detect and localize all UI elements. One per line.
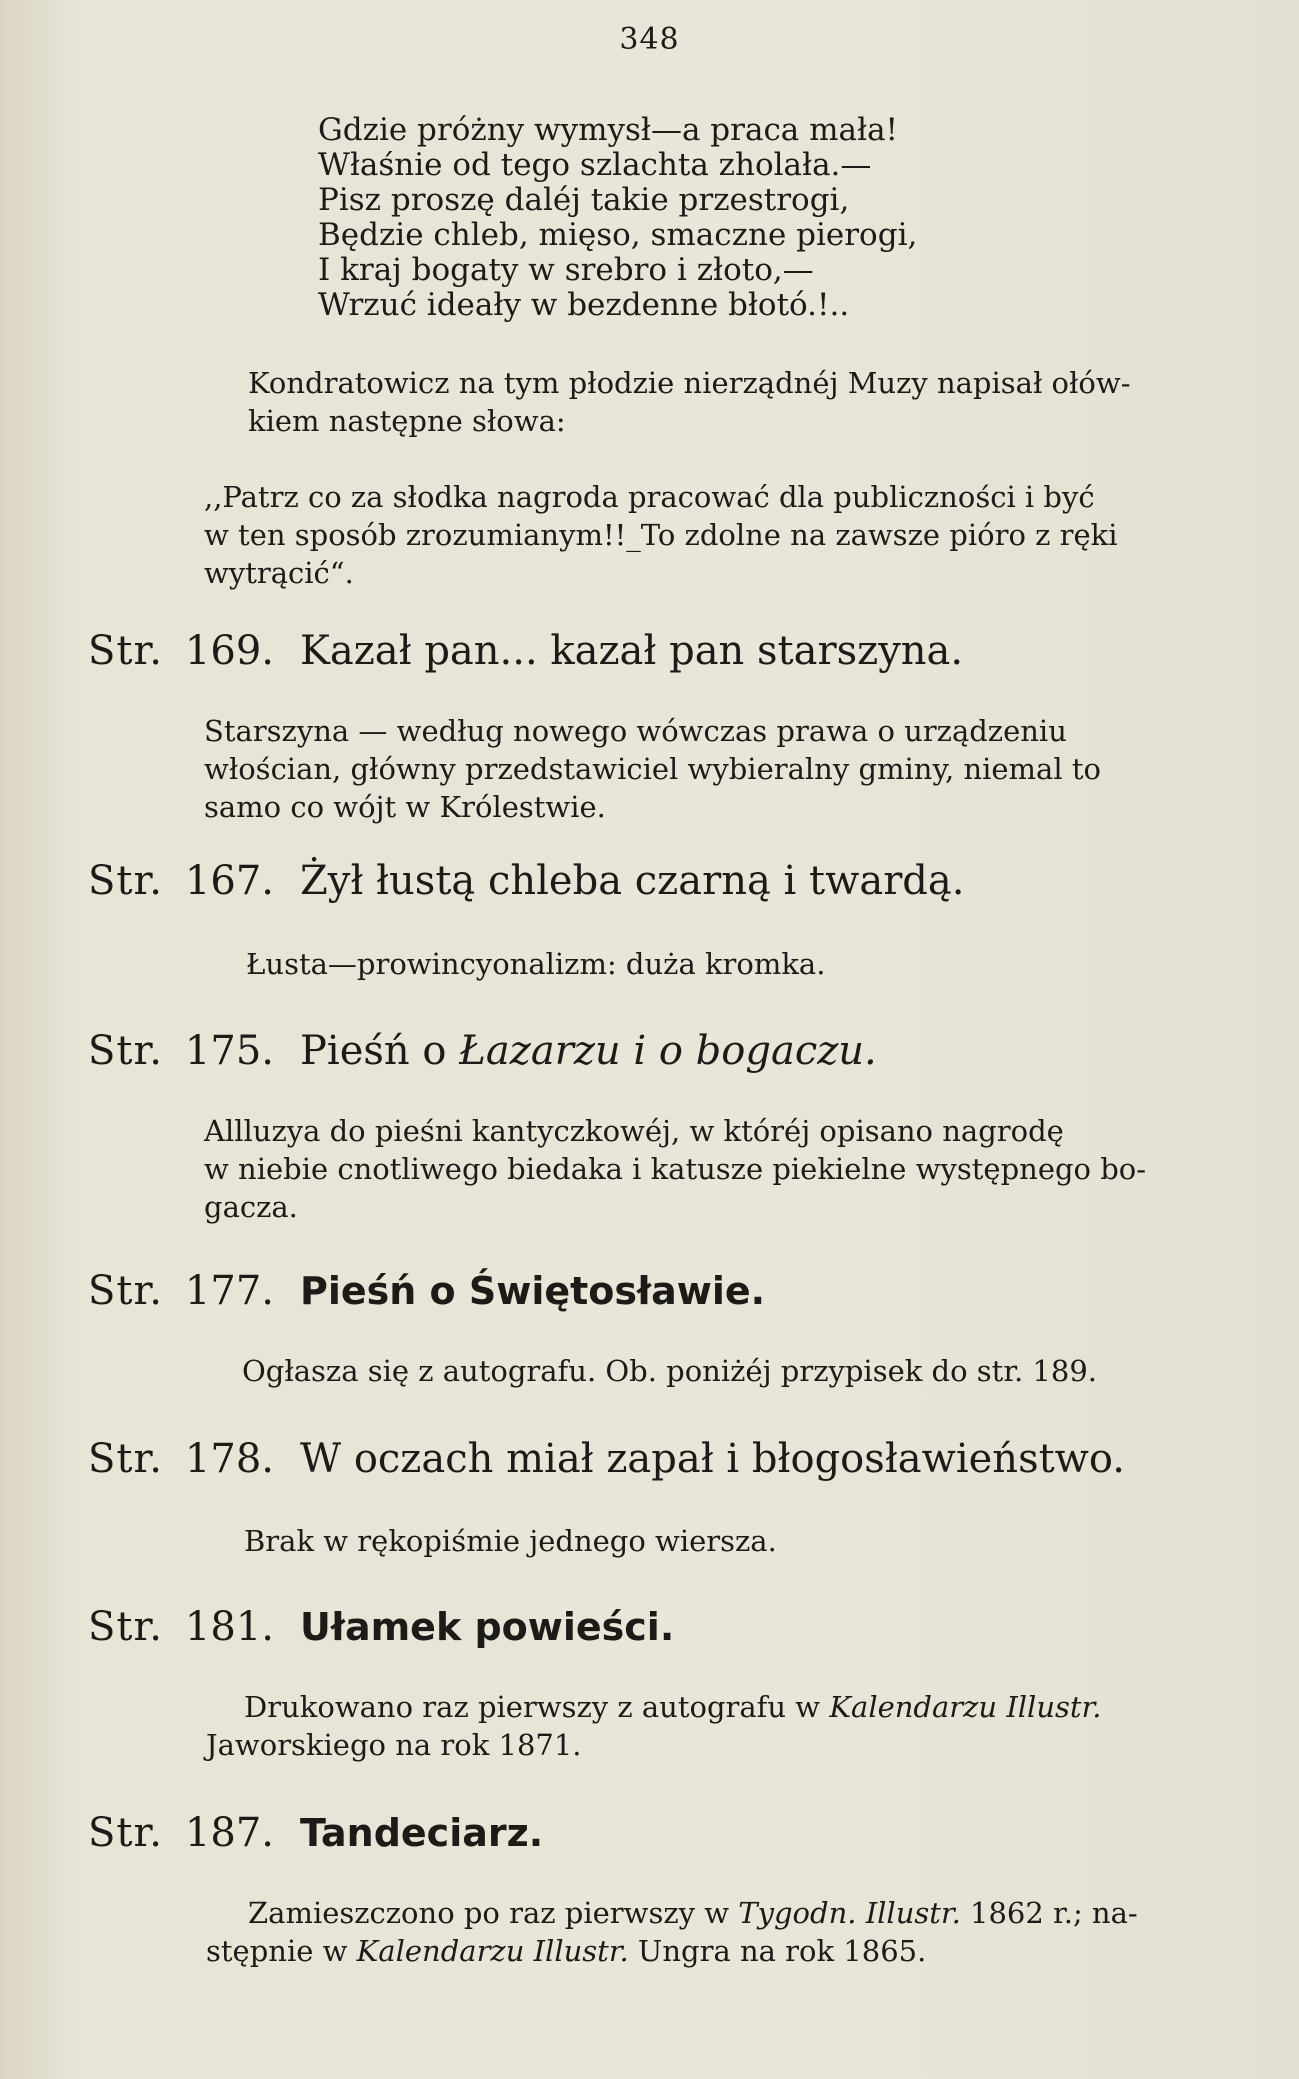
- entry-heading-167: [88, 858, 964, 904]
- note-line: Łusta—prowincyonalizm: duża kromka.: [246, 947, 826, 981]
- str-label: Str.: [88, 858, 163, 904]
- verse-line: Gdzie próżny wymysł—a praca mała!: [318, 112, 899, 148]
- page-ref: 169.: [184, 628, 274, 674]
- note-text: Ungra na rok 1865.: [628, 1934, 927, 1968]
- quote-paragraph: [204, 478, 1224, 592]
- entry-title: Tandeciarz.: [299, 1811, 544, 1855]
- note-italic: Tygodn. Illustr.: [738, 1896, 961, 1930]
- note-line: w niebie cnotliwego biedaka i katusze piekielne występnego bo-: [204, 1152, 1147, 1186]
- entry-title: [300, 1028, 877, 1074]
- page-ref: 178.: [184, 1436, 274, 1482]
- note-line: włościan, główny przedstawiciel wybieralny gminy, niemal to: [204, 752, 1101, 786]
- paragraph-line: w ten sposób zrozumianym!!_To zdolne na zawsze pióro z ręki: [204, 518, 1118, 552]
- page-ref: 175.: [184, 1028, 274, 1074]
- verse-line: Właśnie od tego szlachta zholała.—: [318, 147, 872, 183]
- note-line: Brak w rękopiśmie jednego wiersza.: [244, 1524, 777, 1558]
- paragraph-line: kiem następne słowa:: [248, 404, 566, 438]
- note-line: gacza.: [204, 1190, 298, 1224]
- entry-note-175: [204, 1112, 1224, 1226]
- entry-title: Żył łustą chleba czarną i twardą.: [299, 858, 965, 904]
- verse-block: [318, 113, 917, 323]
- str-label: Str.: [88, 1810, 163, 1856]
- entry-title: Ułamek powieści.: [299, 1605, 675, 1649]
- entry-heading-187: [88, 1810, 543, 1856]
- entry-note-169: [204, 712, 1224, 826]
- note-text: Zamieszczono po raz pierwszy w: [248, 1896, 739, 1930]
- verse-line: Pisz proszę daléj takie przestrogi,: [318, 182, 850, 218]
- kondratowicz-paragraph: [248, 364, 1228, 440]
- entry-note-181: [206, 1688, 1226, 1764]
- entry-note-177: [242, 1352, 1232, 1390]
- page-number: 348: [619, 22, 680, 57]
- note-line: [206, 1894, 1226, 1932]
- entry-note-178: [244, 1522, 1224, 1560]
- paragraph-line: wytrącić“.: [204, 556, 354, 590]
- str-label: Str.: [88, 1028, 163, 1074]
- note-line: [206, 1932, 1226, 1970]
- str-label: Str.: [88, 1436, 163, 1482]
- verse-line: I kraj bogaty w srebro i złoto,—: [318, 252, 814, 288]
- verse-line: Wrzuć ideały w bezdenne błotó.!..: [318, 287, 850, 323]
- entry-heading-177: [88, 1268, 765, 1314]
- note-italic: Kalendarzu Illustr.: [356, 1934, 629, 1968]
- entry-heading-181: [88, 1604, 674, 1650]
- page-ref: 177.: [184, 1268, 274, 1314]
- paragraph-line: ,,Patrz co za słodka nagroda pracować dla publiczności i być: [204, 480, 1095, 514]
- entry-heading-169: [88, 628, 963, 674]
- verse-line: Będzie chleb, mięso, smaczne pierogi,: [318, 217, 918, 253]
- entry-heading-175: [88, 1028, 877, 1074]
- page-ref: 167.: [184, 858, 274, 904]
- str-label: Str.: [88, 1268, 163, 1314]
- entry-title: Pieśń o Świętosławie.: [299, 1269, 766, 1313]
- page-ref: 187.: [184, 1810, 274, 1856]
- entry-note-167: [246, 945, 1226, 983]
- entry-heading-178: [88, 1436, 1125, 1482]
- note-text: 1862 r.; na-: [960, 1896, 1138, 1930]
- entry-title-italic: Łazarzu i o bogaczu.: [459, 1028, 877, 1074]
- note-line: [206, 1688, 1226, 1726]
- note-line: Allluzya do pieśni kantyczkowéj, w któréj opisano nagrodę: [204, 1114, 1064, 1148]
- note-line: Jaworskiego na rok 1871.: [206, 1728, 582, 1762]
- page-ref: 181.: [184, 1604, 274, 1650]
- entry-title: W oczach miał zapał i błogosławieństwo.: [299, 1436, 1126, 1482]
- note-line: Starszyna — według nowego wówczas prawa o urządzeniu: [204, 714, 1067, 748]
- entry-title-plain: Pieśń o: [299, 1028, 460, 1074]
- note-line: samo co wójt w Królestwie.: [204, 790, 606, 824]
- paragraph-line: Kondratowicz na tym płodzie nierządnéj Muzy napisał ołów-: [248, 366, 1131, 400]
- entry-note-187: [206, 1894, 1226, 1970]
- str-label: Str.: [88, 1604, 163, 1650]
- note-italic: Kalendarzu Illustr.: [829, 1690, 1102, 1724]
- note-text: stępnie w: [206, 1934, 357, 1968]
- note-text: Drukowano raz pierwszy z autografu w: [244, 1690, 830, 1724]
- entry-title: Kazał pan... kazał pan starszyna.: [299, 628, 964, 674]
- str-label: Str.: [88, 628, 163, 674]
- note-line: Ogłasza się z autografu. Ob. poniżéj przypisek do str. 189.: [242, 1354, 1098, 1388]
